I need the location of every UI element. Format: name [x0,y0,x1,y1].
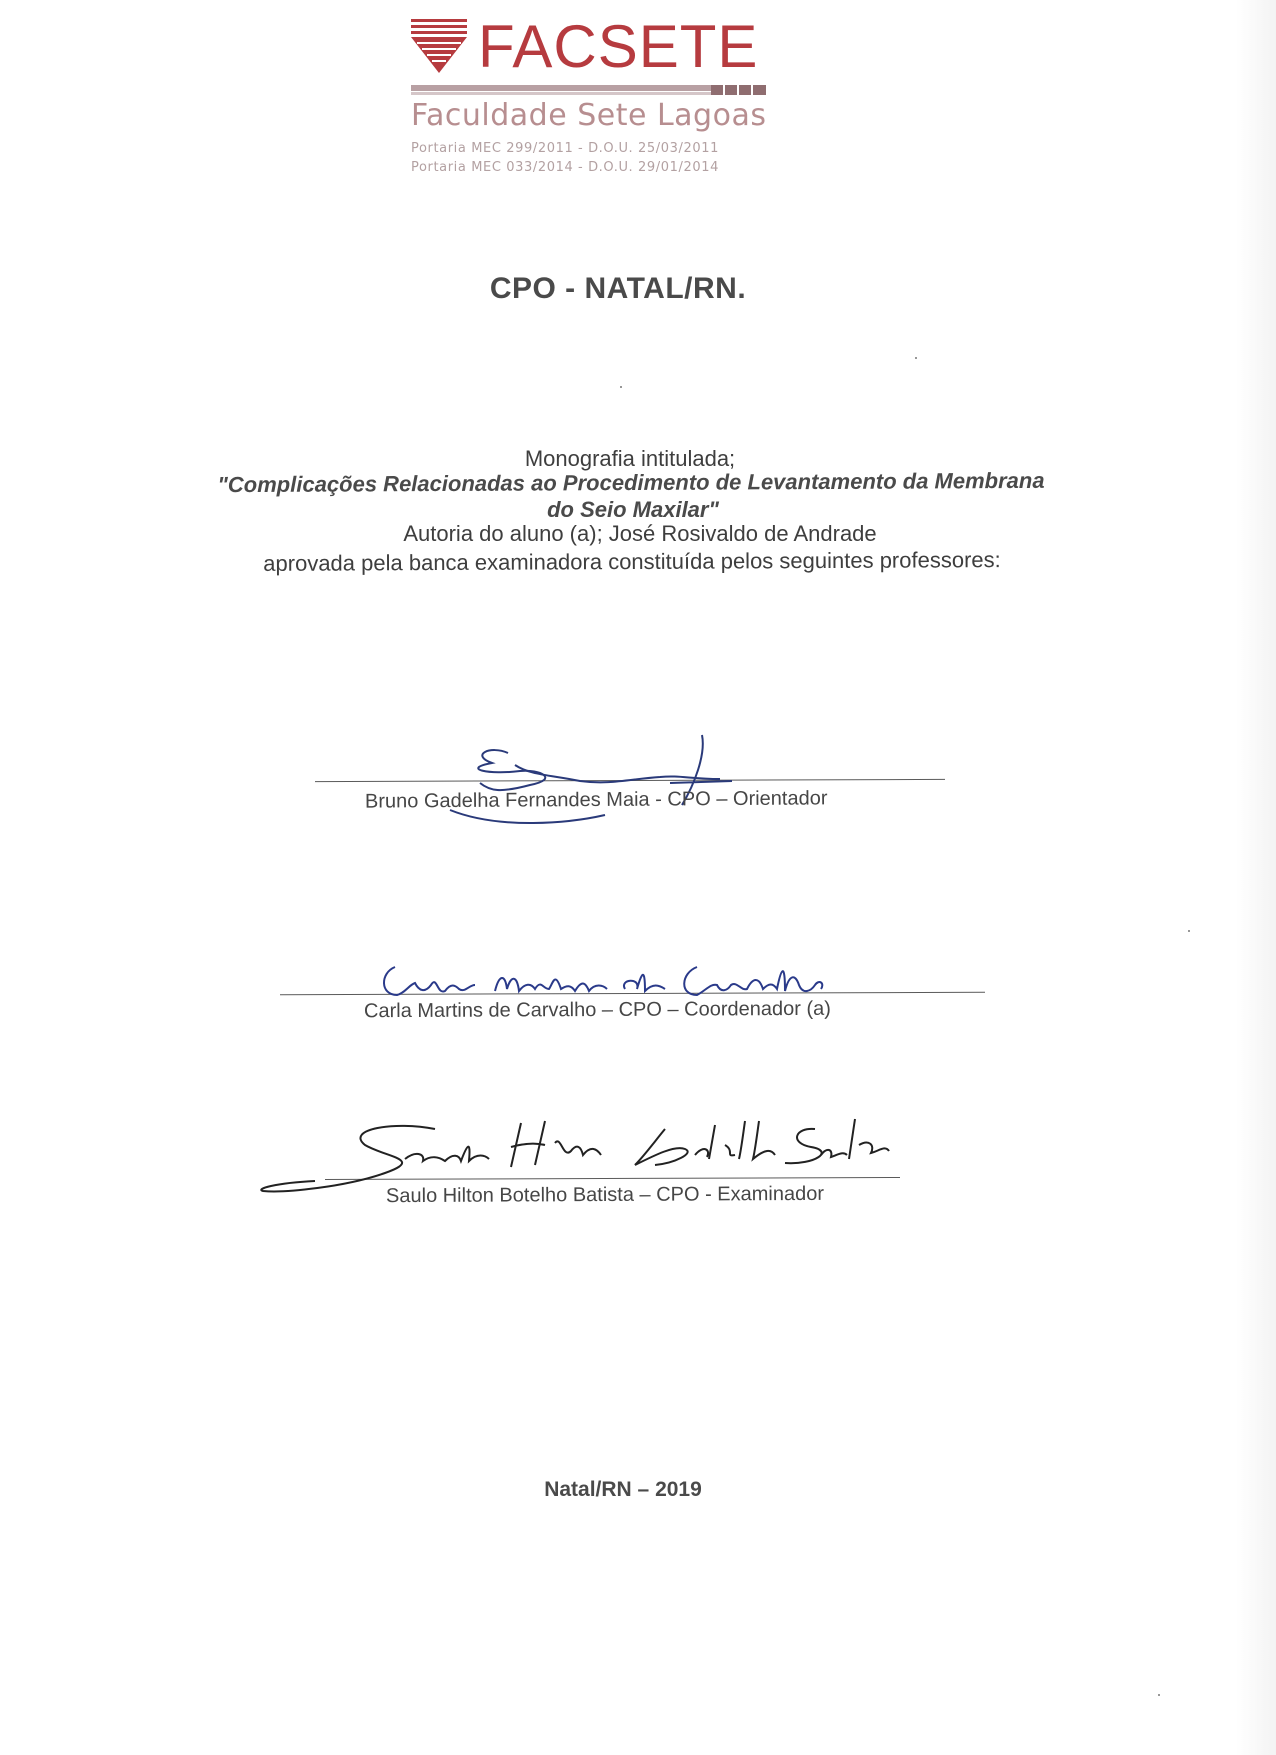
scan-speck [1158,1694,1160,1696]
scan-speck [915,357,917,359]
signature-caption-2: Carla Martins de Carvalho – CPO – Coordenador (a) [363,997,831,1023]
monograph-title-line-2: do Seio Maxilar" [547,497,719,522]
logo-portaria-2: Portaria MEC 033/2014 - D.O.U. 29/01/2014 [411,160,719,175]
monograph-title-line-1: "Complicações Relacionadas ao Procedimento de Levantamento da Membrana [217,467,1045,498]
footer-place-year: Natal/RN – 2019 [544,1478,702,1501]
signature-caption-3: Saulo Hilton Botelho Batista – CPO - Examinador [385,1182,825,1208]
logo-portaria-1: Portaria MEC 299/2011 - D.O.U. 25/03/2011 [411,141,719,156]
logo-underline-bar [411,85,766,96]
intro-text: Monografia intitulada; [524,446,736,471]
author-text: Autoria do aluno (a); José Rosivaldo de Andrade [403,521,877,546]
signature-caption-1: Bruno Gadelha Fernandes Maia - CPO – Orientador [364,787,828,813]
logo-wordmark: FACSETE [478,13,759,80]
scan-speck [620,386,622,388]
facsete-logo [408,14,768,174]
scan-speck [1188,930,1190,932]
signature-handwriting-1 [420,735,750,835]
logo-subtitle: Faculdade Sete Lagoas [411,98,767,133]
page-heading: CPO - NATAL/RN. [489,272,747,305]
facsete-emblem-icon [411,19,467,75]
approval-text: aprovada pela banca examinadora constituída pelos seguintes professores: [263,547,1001,576]
